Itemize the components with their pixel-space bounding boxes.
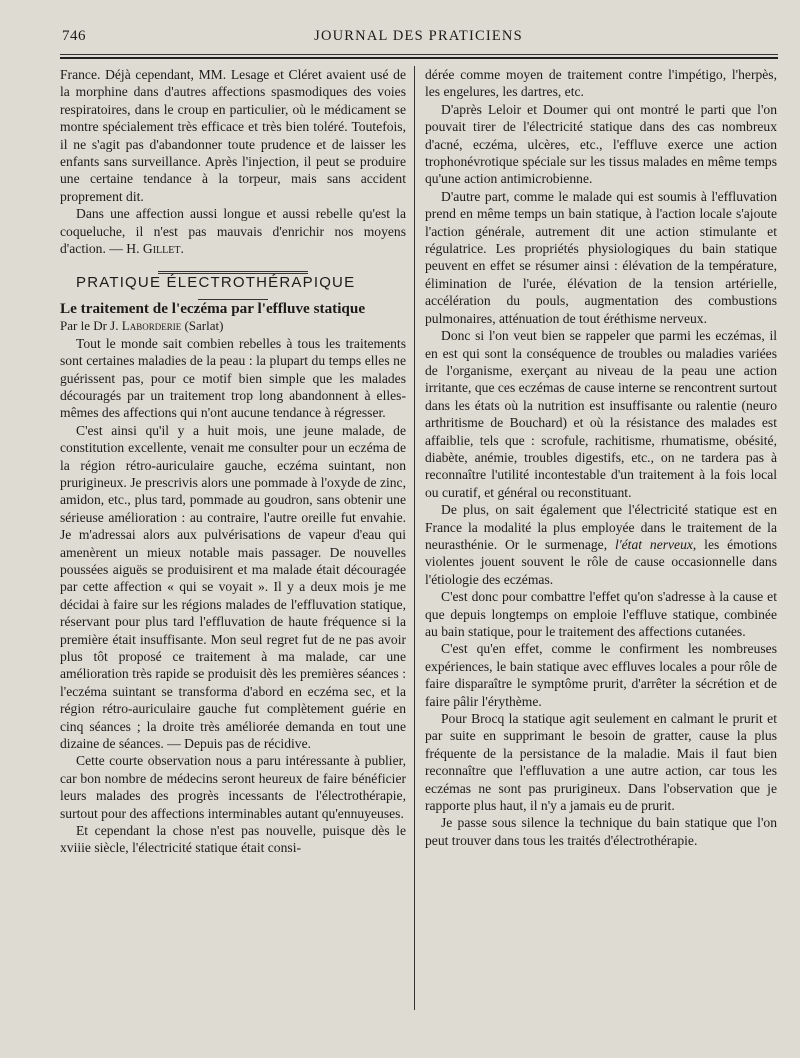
paragraph-text: , les émotions violentes jouent souvent le rôle de cause occasionnelle dans l'étiologie des eczémas. — [425, 536, 777, 587]
paragraph: C'est ainsi qu'il y a huit mois, une jeune malade, de constitution excellente, venait me consulter pour un eczéma de la région rétro-auriculaire gauche, eczéma suintant, non prurigineux. Je prescrivis alors une pommade à l'oxyde de zinc, amidon, etc., plus tard, pommade au goudron, sans obtenir une sérieuse amélioration : au contraire, l'autre oreille fut envahie. Je m'adressai alors aux pulvérisations de vapeur d'eau qui amenèrent un mieux notable mais passager. De nouvelles poussées aiguës se produisirent et ma malade était découragée par cette affection « qui se voyait ». Il y a deux mois je me décidai à faire sur les régions malades de l'effluvation statique, réservant pour plus tard l'effluvation de haute fréquence si la première était insuffisante. Mon seul regret fut de ne pas avoir plus tôt proposé ce traitement à ma malade, car une amélioration très rapide se produisit dès les premières séances : l'eczéma suintant se transforma d'abord en eczéma sec, et la région rétro-auriculaire gauche fut complètement guérie en cinq séances ; la droite très améliorée demanda en tout une dizaine de séances. — Depuis pas de récidive. — [60, 422, 406, 752]
paragraph: Et cependant la chose n'est pas nouvelle, puisque dès le xviiie siècle, l'électricité statique était consi- — [60, 823, 406, 856]
paragraph: dérée comme moyen de traitement contre l'impétigo, l'herpès, les engelures, les dartres, etc. — [425, 67, 777, 100]
paragraph — [60, 205, 406, 257]
header-rule — [60, 54, 778, 55]
paragraph: France. Déjà cependant, MM. Lesage et Cléret avaient usé de la morphine dans d'autres affections spasmodiques des voies respiratoires, dans le croup en particulier, où le médicament se montre spécialement très efficace et très bien toléré. Toutefois, il ne s'agit pas d'abandonner toute prudence et de laisser les enfants sans surveillance. Après l'injection, il peut se produire une certaine tendance à la torpeur, mais sans accident proprement dit. — [60, 67, 406, 204]
byline-author: Laborderie — [121, 318, 182, 334]
author-signature: H. Gillet. — [126, 241, 184, 257]
header-rule-thick — [60, 57, 778, 59]
byline — [60, 317, 406, 334]
paragraph: C'est donc pour combattre l'effet qu'on s'adresse à la cause et que depuis longtemps on emploie l'effluve statique, combinée au bain statique, pour le traitement des affections cutanées. — [425, 589, 777, 639]
italic-term: l'état nerveux — [614, 536, 693, 552]
article-title: Le traitement de l'eczéma par l'effluve statique — [60, 299, 366, 317]
paragraph: Pour Brocq la statique agit seulement en calmant le prurit et par suite en supprimant le besoin de gratter, cause la plus fréquente de la persistance de la maladie. Mais il faut bien reconnaître que l'effluvation a une autre action, car tous les eczémas ne sont pas prurigineux. Dans l'observation que je rapporte plus haut, il n'y a jamais eu de prurit. — [425, 711, 777, 814]
paragraph-text: De plus, on sait également que l'électricité statique est en France la modalité la plus employée dans le traitement de la neurasthénie. Or le surmenage, — [425, 502, 777, 552]
page-number: 746 — [62, 28, 86, 44]
section-title: PRATIQUE ÉLECTROTHÉRAPIQUE — [76, 274, 356, 292]
right-column — [425, 66, 777, 849]
byline-prefix: Par le Dr J. — [60, 318, 119, 334]
page-header — [62, 28, 775, 52]
paragraph: C'est qu'en effet, comme le confirment les nombreuses expériences, le bain statique avec effluves locales a pour rôle de faire disparaître le symptôme prurit, d'arrêter la sécrétion et de faire pâlir l'érythème. — [425, 641, 777, 709]
byline-place: (Sarlat) — [184, 318, 224, 334]
paragraph: D'autre part, comme le malade qui est soumis à l'effluvation prend en même temps un bain statique, à l'action locale s'ajoute l'action générale, autrement dit une action stimulante et régulatrice. Les propriétés physiologiques du bain statique peuvent en effet se résumer ainsi : élévation de la température, élimination de l'urée, élévation de la tension artérielle, accélération du pouls, augmentation des combustions pulmonaires, atténuation de tout éréthisme nerveux. — [425, 188, 777, 326]
paragraph — [425, 501, 777, 588]
paragraph: Cette courte observation nous a paru intéressante à publier, car bon nombre de médecins seront heureux de faire bénéficier leurs malades des progrès incessants de l'électrothérapie, surtout pour des affections interminables autant qu'ennuyeuses. — [60, 753, 406, 821]
paragraph: D'après Leloir et Doumer qui ont montré le parti que l'on pouvait tirer de l'électricité statique dans des cas nombreux d'acné, eczéma, ulcères, etc., l'effluve exerce une action trophonévrotique spéciale sur les tissus malades en même temps qu'une action antimicrobienne. — [425, 101, 777, 187]
paragraph: Donc si l'on veut bien se rappeler que parmi les eczémas, il en est qui sont la conséquence de troubles ou maladies variées de l'organisme, exerçant au niveau de la peau une action irritante, que ces eczémas de cause interne se rencontrent surtout dans les états où la nutrition est insuffisante ou ralentie (neuro arthritisme de Bouchard) et où la résistance des malades est affaiblie, tels que : scrofule, rachitisme, rhumatisme, obésité, diabète, anémie, troubles digestifs, etc., on ne tardera pas à reconnaître l'utilité incontestable d'un traitement à la fois local ou curatif, et général ou reconstituant. — [425, 328, 777, 500]
paragraph-text: Dans une affection aussi longue et aussi rebelle qu'est la coqueluche, il n'est pas mauvais d'enrichir nos moyens d'action. — — [60, 206, 406, 257]
paragraph: Tout le monde sait combien rebelles à tous les traitements sont certaines maladies de la peau : la plupart du temps elles ne guérissent pas, pour ce motif bien simple que les malades découragés par un traitement trop long abandonnent à elles-mêmes des affections qui n'ont aucune tendance à régresser. — [60, 335, 406, 421]
paragraph: Je passe sous silence la technique du bain statique que l'on peut trouver dans tous les traités d'électrothérapie. — [425, 815, 777, 848]
column-divider — [414, 66, 415, 1010]
running-head: JOURNAL DES PRATICIENS — [314, 28, 523, 44]
left-column — [60, 66, 406, 857]
